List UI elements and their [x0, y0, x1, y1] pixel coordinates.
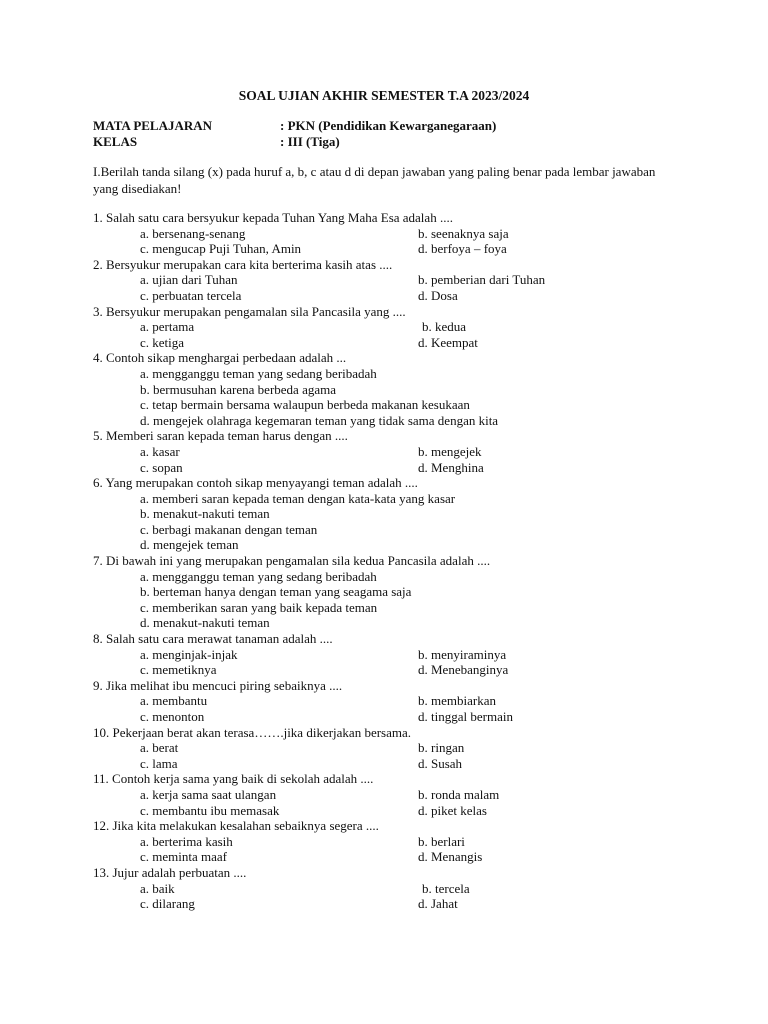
subject-value: : PKN (Pendidikan Kewarganegaraan) — [280, 118, 497, 133]
option-d: d. Keempat — [418, 334, 478, 350]
option-a: a. mengganggu teman yang sedang beribadah — [140, 568, 377, 584]
option-d: d. piket kelas — [418, 802, 487, 818]
question-text: 1. Salah satu cara bersyukur kepada Tuhan Yang Maha Esa adalah .... — [93, 210, 453, 225]
question-text: 4. Contoh sikap menghargai perbedaan adalah ... — [93, 350, 347, 366]
question-text: 6. Yang merupakan contoh sikap menyayangi teman adalah .... — [93, 475, 418, 491]
option-a: a. baik — [140, 880, 175, 896]
option-c: c. dilarang — [140, 896, 195, 912]
option-row — [93, 896, 693, 912]
option-row — [93, 803, 693, 819]
question-item — [93, 257, 693, 304]
question-text: 10. Pekerjaan berat akan terasa…….jika dikerjakan bersama. — [93, 724, 411, 740]
option-d: d. menakut-nakuti teman — [140, 615, 270, 631]
question-item — [93, 771, 693, 818]
option-a: a. ujian dari Tuhan — [140, 272, 238, 288]
option-d: d. mengejek olahraga kegemaran teman yang tidak sama dengan kita — [140, 412, 499, 428]
option-a: a. kerja sama saat ulangan — [140, 786, 277, 802]
question-item — [93, 678, 693, 725]
question-text: 8. Salah satu cara merawat tanaman adalah .... — [93, 631, 333, 647]
option-c: c. membantu ibu memasak — [140, 802, 280, 818]
option-d: d. tinggal bermain — [418, 709, 513, 724]
option-a: a. kasar — [140, 443, 180, 459]
question-list — [93, 210, 693, 912]
option-d: d. Menebanginya — [418, 662, 509, 678]
option-a: a. bersenang-senang — [140, 225, 246, 241]
option-row — [93, 662, 693, 678]
option-d: d. Susah — [418, 755, 463, 771]
option-row — [93, 460, 693, 476]
option-a: a. memberi saran kepada teman dengan kata-kata yang kasar — [140, 490, 456, 506]
option-row — [93, 849, 693, 865]
option-b: b. ronda malam — [418, 786, 500, 802]
option-b: b. bermusuhan karena berbeda agama — [140, 381, 336, 397]
option-row — [93, 787, 693, 803]
option-c: c. tetap bermain bersama walaupun berbeda makanan kesukaan — [140, 397, 470, 413]
option-row — [93, 740, 693, 756]
option-b: b. seenaknya saja — [418, 225, 509, 241]
option-b: b. berlari — [418, 833, 465, 849]
question-text: 2. Bersyukur merupakan cara kita berterima kasih atas .... — [93, 256, 393, 272]
option-row — [93, 444, 693, 460]
option-row — [93, 834, 693, 850]
question-item — [93, 553, 693, 631]
option-d: d. berfoya – foya — [418, 241, 507, 257]
option-row — [93, 647, 693, 663]
option-c: c. perbuatan tercela — [140, 287, 242, 303]
option-a: a. membantu — [140, 693, 208, 709]
question-text: 7. Di bawah ini yang merupakan pengamalan sila kedua Pancasila adalah .... — [93, 553, 491, 569]
option-row — [93, 881, 693, 897]
option-b: b. ringan — [418, 740, 465, 756]
question-item — [93, 818, 693, 865]
question-item — [93, 350, 693, 428]
option-c: c. meminta maaf — [140, 849, 227, 865]
question-item — [93, 210, 693, 257]
option-b: b. menakut-nakuti teman — [140, 506, 270, 522]
option-a: a. mengganggu teman yang sedang beribadah — [140, 365, 377, 381]
option-row — [93, 756, 693, 772]
option-d: d. Menghina — [418, 459, 484, 475]
option-c: c. sopan — [140, 459, 183, 475]
option-b: b. membiarkan — [418, 693, 496, 709]
subject-label: MATA PELAJARAN — [93, 118, 213, 133]
option-b: b. kedua — [422, 319, 467, 335]
option-c: c. menonton — [140, 709, 205, 724]
question-text: 13. Jujur adalah perbuatan .... — [93, 864, 247, 880]
option-row — [93, 709, 693, 725]
option-b: b. tercela — [422, 880, 470, 896]
option-c: c. memetiknya — [140, 662, 217, 678]
option-a: a. pertama — [140, 319, 195, 335]
question-item — [93, 865, 693, 912]
option-row — [93, 335, 693, 351]
question-text: 5. Memberi saran kepada teman harus dengan .... — [93, 428, 348, 444]
option-d: d. Dosa — [418, 287, 458, 303]
option-row — [93, 693, 693, 709]
class-value: : III (Tiga) — [280, 134, 340, 149]
option-row — [93, 288, 693, 304]
option-c: c. berbagi makanan dengan teman — [140, 521, 318, 537]
option-b: b. menyiraminya — [418, 646, 507, 662]
option-d: d. Jahat — [418, 896, 458, 912]
option-b: b. mengejek — [418, 443, 482, 459]
option-b: b. berteman hanya dengan teman yang seagama saja — [140, 584, 412, 600]
option-a: a. menginjak-injak — [140, 646, 238, 662]
question-item — [93, 631, 693, 678]
option-c: c. ketiga — [140, 334, 185, 350]
option-row — [93, 241, 693, 257]
option-c: c. mengucap Puji Tuhan, Amin — [140, 241, 302, 257]
option-row — [93, 272, 693, 288]
question-text: 9. Jika melihat ibu mencuci piring sebaiknya .... — [93, 677, 343, 693]
option-a: a. berterima kasih — [140, 833, 233, 849]
option-a: a. berat — [140, 740, 179, 756]
option-c: c. memberikan saran yang baik kepada teman — [140, 599, 378, 615]
question-item — [93, 475, 693, 553]
option-row — [93, 319, 693, 335]
question-text: 11. Contoh kerja sama yang baik di sekolah adalah .... — [93, 771, 374, 787]
option-d: d. mengejek teman — [140, 537, 239, 553]
option-row — [93, 226, 693, 242]
question-item — [93, 725, 693, 772]
option-d: d. Menangis — [418, 849, 483, 865]
page-title: SOAL UJIAN AKHIR SEMESTER T.A 2023/2024 — [238, 88, 530, 103]
class-label: KELAS — [93, 134, 138, 149]
question-item — [93, 304, 693, 351]
question-text: 3. Bersyukur merupakan pengamalan sila Pancasila yang .... — [93, 303, 406, 319]
question-item — [93, 428, 693, 475]
instruction-text: I.Berilah tanda silang (x) pada huruf a, b, c atau d di depan jawaban yang paling benar pada lembar jawaban yang disediakan! — [93, 164, 656, 196]
option-b: b. pemberian dari Tuhan — [418, 272, 546, 288]
question-text: 12. Jika kita melakukan kesalahan sebaiknya segera .... — [93, 818, 379, 834]
option-c: c. lama — [140, 755, 178, 771]
